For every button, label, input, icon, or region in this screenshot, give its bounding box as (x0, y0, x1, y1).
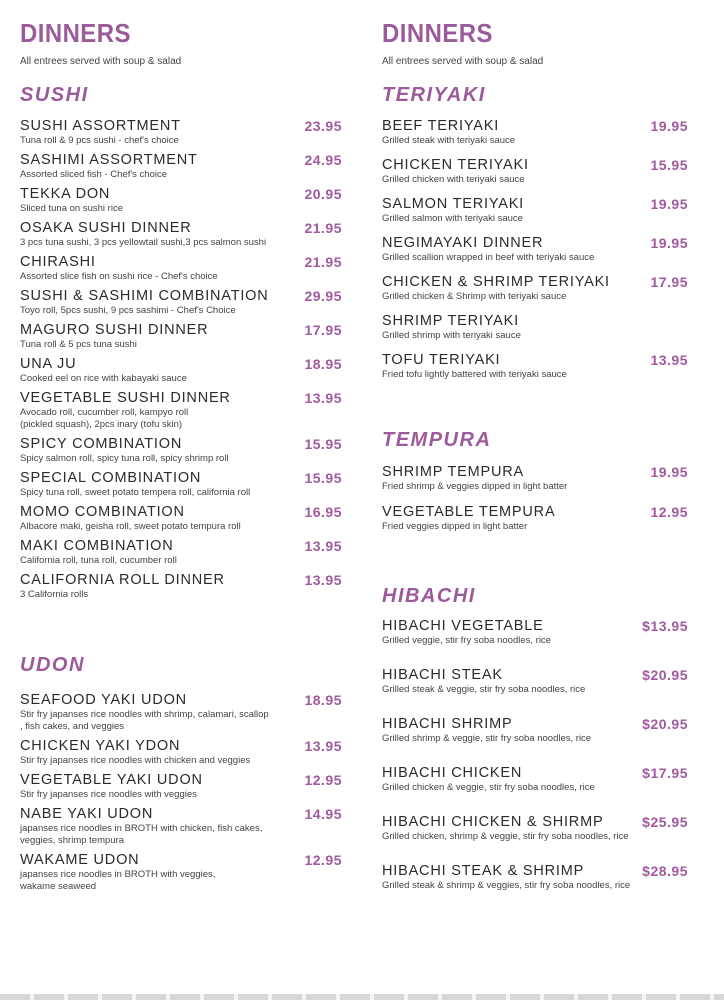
menu-item-price: 19.95 (650, 235, 688, 251)
menu-item-price: 15.95 (304, 470, 342, 486)
menu-item (382, 618, 688, 647)
section-title-hibachi: HIBACHI (382, 585, 476, 607)
menu-item (20, 436, 342, 465)
menu-item-name: SPICY COMBINATION (20, 436, 183, 452)
menu-item-name: VEGETABLE TEMPURA (382, 504, 556, 520)
menu-item-price: 19.95 (650, 464, 688, 480)
menu-item-price: 23.95 (304, 118, 342, 134)
menu-item-price: 13.95 (304, 572, 342, 588)
menu-item-name: OSAKA SUSHI DINNER (20, 220, 192, 236)
menu-item (382, 814, 688, 843)
menu-item-description: Fried tofu lightly battered with teriyaki sauce (382, 369, 567, 380)
menu-item-description: Grilled chicken, shrimp & veggie, stir fry soba noodles, rice (382, 831, 629, 842)
menu-item-price: 12.95 (304, 852, 342, 868)
menu-item-description: Grilled shrimp with teriyaki sauce (382, 330, 521, 341)
menu-item-name: HIBACHI STEAK & SHRIMP (382, 863, 585, 879)
page-title: DINNERS (20, 18, 131, 48)
menu-item-description: California roll, tuna roll, cucumber roll (20, 555, 177, 566)
menu-item-price: 21.95 (304, 254, 342, 270)
menu-item-price: $25.95 (642, 814, 688, 830)
menu-item-description: Grilled scallion wrapped in beef with teriyaki sauce (382, 252, 595, 263)
menu-item (20, 852, 342, 892)
menu-item-name: VEGETABLE YAKI UDON (20, 772, 203, 788)
menu-item-name: CHICKEN TERIYAKI (382, 157, 529, 173)
menu-item-price: 15.95 (650, 157, 688, 173)
menu-item-name: SASHIMI ASSORTMENT (20, 152, 198, 168)
page-title-right: DINNERS (382, 18, 493, 48)
menu-item-name: WAKAME UDON (20, 852, 140, 868)
menu-item-price: 15.95 (304, 436, 342, 452)
menu-item-name: SEAFOOD YAKI UDON (20, 692, 187, 708)
section-title-udon: UDON (20, 654, 85, 676)
menu-item (20, 806, 342, 846)
section-title-tempura: TEMPURA (382, 429, 492, 451)
menu-item-description: Grilled chicken & veggie, stir fry soba noodles, rice (382, 782, 595, 793)
menu-item-name: HIBACHI CHICKEN (382, 765, 523, 781)
menu-item-name: SALMON TERIYAKI (382, 196, 524, 212)
menu-item (20, 254, 342, 283)
menu-item-description: Grilled steak with teriyaki sauce (382, 135, 516, 146)
menu-item (20, 772, 342, 801)
menu-item-name: SHRIMP TEMPURA (382, 464, 524, 480)
menu-item-description: Sliced tuna on sushi rice (20, 203, 123, 214)
section-title-teriyaki: TERIYAKI (382, 84, 486, 106)
menu-item-price: $13.95 (642, 618, 688, 634)
menu-item-description: Grilled chicken & Shrimp with teriyaki sauce (382, 291, 567, 302)
menu-item-name: SUSHI & SASHIMI COMBINATION (20, 288, 269, 304)
menu-item (382, 274, 688, 303)
menu-item (20, 152, 342, 181)
menu-item-description: Spicy salmon roll, spicy tuna roll, spicy shrimp roll (20, 453, 229, 464)
menu-item-description: Tuna roll & 9 pcs sushi - chef's choice (20, 135, 179, 146)
menu-item-price: 12.95 (304, 772, 342, 788)
menu-item-description: Assorted sliced fish - Chef's choice (20, 169, 168, 180)
section-title-sushi: SUSHI (20, 84, 89, 106)
menu-item-description: Cooked eel on rice with kabayaki sauce (20, 373, 187, 384)
menu-item-name: TEKKA DON (20, 186, 111, 202)
menu-item-description: Spicy tuna roll, sweet potato tempera roll, california roll (20, 487, 251, 498)
menu-item-price: 18.95 (304, 692, 342, 708)
menu-item (20, 572, 342, 601)
menu-item (382, 765, 688, 794)
menu-item-description: japanses rice noodles in BROTH with chicken, fish cakes, (20, 823, 263, 834)
menu-item-name: NABE YAKI UDON (20, 806, 154, 822)
menu-item-name: SUSHI ASSORTMENT (20, 118, 181, 134)
menu-item-price: 16.95 (304, 504, 342, 520)
menu-item (20, 322, 342, 351)
menu-item-name: SPECIAL COMBINATION (20, 470, 202, 486)
menu-item (382, 464, 688, 493)
menu-item-description: veggies, shrimp tempura (20, 834, 125, 846)
menu-item-description: Fried veggies dipped in light batter (382, 521, 528, 532)
menu-item-description: Grilled veggie, stir fry soba noodles, rice (382, 635, 551, 646)
menu-item-price: 13.95 (304, 538, 342, 554)
menu-item-description: 3 pcs tuna sushi, 3 pcs yellowtail sushi,3 pcs salmon sushi (20, 237, 267, 248)
menu-item-price: 17.95 (650, 274, 688, 290)
menu-item-description: , fish cakes, and veggies (20, 720, 125, 732)
bottom-edge (0, 994, 724, 1000)
page-subtitle-right: All entrees served with soup & salad (382, 56, 544, 67)
menu-item-name: CHICKEN & SHRIMP TERIYAKI (382, 274, 610, 290)
menu-item-name: CHICKEN YAKI YDON (20, 738, 181, 754)
menu-item-price: 13.95 (304, 390, 342, 406)
menu-item (20, 118, 342, 147)
menu-item (382, 157, 688, 186)
menu-item (20, 220, 342, 249)
menu-item-name: CALIFORNIA ROLL DINNER (20, 572, 225, 588)
menu-item-description: Grilled steak & veggie, stir fry soba noodles, rice (382, 684, 586, 695)
menu-item-name: TOFU TERIYAKI (382, 352, 501, 368)
menu-item (382, 863, 688, 892)
menu-item-price: 29.95 (304, 288, 342, 304)
menu-item-price: 13.95 (304, 738, 342, 754)
menu-item (382, 196, 688, 225)
menu-item-price: 12.95 (650, 504, 688, 520)
menu-item-name: HIBACHI SHRIMP (382, 716, 513, 732)
menu-item-price: $17.95 (642, 765, 688, 781)
menu-item (382, 118, 688, 147)
menu-item-price: $20.95 (642, 716, 688, 732)
menu-item-name: BEEF TERIYAKI (382, 118, 500, 134)
menu-item-description: japanses rice noodles in BROTH with veggies, (20, 869, 216, 880)
menu-item (20, 186, 342, 215)
menu-item-name: SHRIMP TERIYAKI (382, 313, 519, 329)
menu-item (382, 352, 688, 381)
menu-item-name: CHIRASHI (20, 254, 96, 270)
menu-item-price: 14.95 (304, 806, 342, 822)
menu-item-price: 21.95 (304, 220, 342, 236)
menu-item-price: 18.95 (304, 356, 342, 372)
menu-item-description: Assorted slice fish on sushi rice - Chef's choice (20, 271, 218, 282)
menu-item (382, 667, 688, 696)
menu-item-price: 17.95 (304, 322, 342, 338)
menu-item (20, 470, 342, 499)
menu-item-description: Stir fry japanses rice noodles with shrimp, calamari, scallop (20, 709, 269, 720)
menu-item-price: $28.95 (642, 863, 688, 879)
menu-item-price: 20.95 (304, 186, 342, 202)
menu-item-description: 3 California rolls (20, 589, 89, 600)
menu-item-description: Toyo roll, 5pcs sushi, 9 pcs sashimi - Chef's Choice (20, 305, 236, 316)
menu-item-price: $20.95 (642, 667, 688, 683)
menu-item-description: Albacore maki, geisha roll, sweet potato tempura roll (20, 521, 241, 532)
menu-item-name: VEGETABLE SUSHI DINNER (20, 390, 231, 406)
menu-item-name: UNA JU (20, 356, 77, 372)
menu-item (20, 288, 342, 317)
menu-item-name: HIBACHI VEGETABLE (382, 618, 544, 634)
menu-item-name: HIBACHI CHICKEN & SHIRMP (382, 814, 604, 830)
menu-item-price: 19.95 (650, 196, 688, 212)
menu-item (382, 313, 688, 342)
menu-item-description: Stir fry japanses rice noodles with chicken and veggies (20, 755, 251, 766)
page-subtitle: All entrees served with soup & salad (20, 56, 182, 67)
menu-item-description: Stir fry japanses rice noodles with veggies (20, 789, 197, 800)
menu-item (20, 390, 342, 430)
menu-item-description: Grilled salmon with teriyaki sauce (382, 213, 523, 224)
menu-item-description: Grilled steak & shrimp & veggies, stir fry soba noodles, rice (382, 880, 631, 891)
menu-item (382, 504, 688, 533)
menu-item (382, 716, 688, 745)
menu-item-description: Grilled shrimp & veggie, stir fry soba noodles, rice (382, 733, 592, 744)
menu-item (20, 356, 342, 385)
menu-item-name: NEGIMAYAKI DINNER (382, 235, 544, 251)
menu-item (20, 738, 342, 767)
menu-item (382, 235, 688, 264)
menu-item-description: Avocado roll, cucumber roll, kampyo roll (20, 407, 189, 418)
menu-item-price: 19.95 (650, 118, 688, 134)
menu-item (20, 692, 342, 732)
menu-item-price: 24.95 (304, 152, 342, 168)
menu-item-name: MAKI COMBINATION (20, 538, 174, 554)
menu-item-name: MAGURO SUSHI DINNER (20, 322, 209, 338)
menu-item-name: MOMO COMBINATION (20, 504, 185, 520)
menu-item-description: (pickled squash), 2pcs inary (tofu skin) (20, 418, 183, 430)
menu-item-description: Fried shrimp & veggies dipped in light batter (382, 481, 568, 492)
menu-item-description: wakame seaweed (20, 880, 97, 892)
menu-item-description: Grilled chicken with teriyaki sauce (382, 174, 525, 185)
menu-item (20, 538, 342, 567)
menu-item (20, 504, 342, 533)
menu-item-description: Tuna roll & 5 pcs tuna sushi (20, 339, 137, 350)
menu-item-name: HIBACHI STEAK (382, 667, 503, 683)
menu-item-price: 13.95 (650, 352, 688, 368)
